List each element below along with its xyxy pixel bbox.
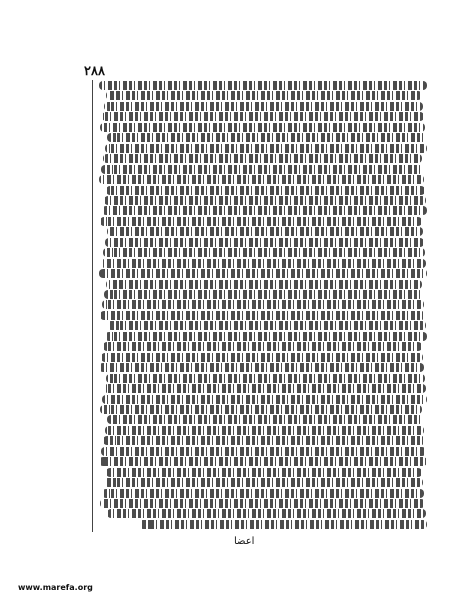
manuscript-line xyxy=(106,91,422,100)
manuscript-line xyxy=(102,300,424,309)
manuscript-line xyxy=(104,478,423,487)
manuscript-line xyxy=(103,436,425,445)
manuscript-line xyxy=(105,426,424,435)
manuscript-line xyxy=(105,144,427,153)
handwritten-lines xyxy=(99,80,427,532)
manuscript-line xyxy=(104,196,426,205)
manuscript-line xyxy=(101,165,423,174)
manuscript-line xyxy=(107,227,423,236)
manuscript-line xyxy=(107,509,426,518)
watermark-text: www.marefa.org xyxy=(18,583,93,592)
manuscript-line xyxy=(103,248,425,257)
manuscript-line xyxy=(100,311,425,320)
manuscript-line xyxy=(99,457,427,466)
manuscript-line xyxy=(106,186,425,195)
manuscript-line xyxy=(101,447,426,456)
manuscript-line xyxy=(100,405,422,414)
manuscript-line xyxy=(104,102,423,111)
manuscript-line xyxy=(100,499,425,508)
manuscript-line xyxy=(103,154,422,163)
manuscript-line xyxy=(107,321,426,330)
manuscript-line xyxy=(100,217,422,226)
manuscript-line xyxy=(107,415,423,424)
manuscript-line xyxy=(102,112,424,121)
manuscript-line xyxy=(102,206,427,215)
manuscript-line xyxy=(99,363,424,372)
manuscript-line xyxy=(139,520,427,529)
manuscript-line xyxy=(104,384,426,393)
manuscript-line xyxy=(102,489,424,498)
manuscript-line xyxy=(99,175,424,184)
manuscript-text-block xyxy=(92,80,427,532)
manuscript-line xyxy=(106,280,422,289)
manuscript-line xyxy=(105,332,427,341)
manuscript-line xyxy=(99,81,427,90)
manuscript-line xyxy=(105,238,424,247)
manuscript-line xyxy=(106,374,425,383)
catchword: اعضا xyxy=(234,536,255,547)
manuscript-line xyxy=(99,269,427,278)
page-number: ٢٨٨ xyxy=(84,64,105,79)
manuscript-line xyxy=(104,290,423,299)
manuscript-line xyxy=(101,353,423,362)
manuscript-line xyxy=(102,395,427,404)
manuscript-line xyxy=(107,133,426,142)
manuscript-line xyxy=(100,123,425,132)
manuscript-line xyxy=(106,468,422,477)
manuscript-line xyxy=(101,259,426,268)
manuscript-line xyxy=(103,342,422,351)
